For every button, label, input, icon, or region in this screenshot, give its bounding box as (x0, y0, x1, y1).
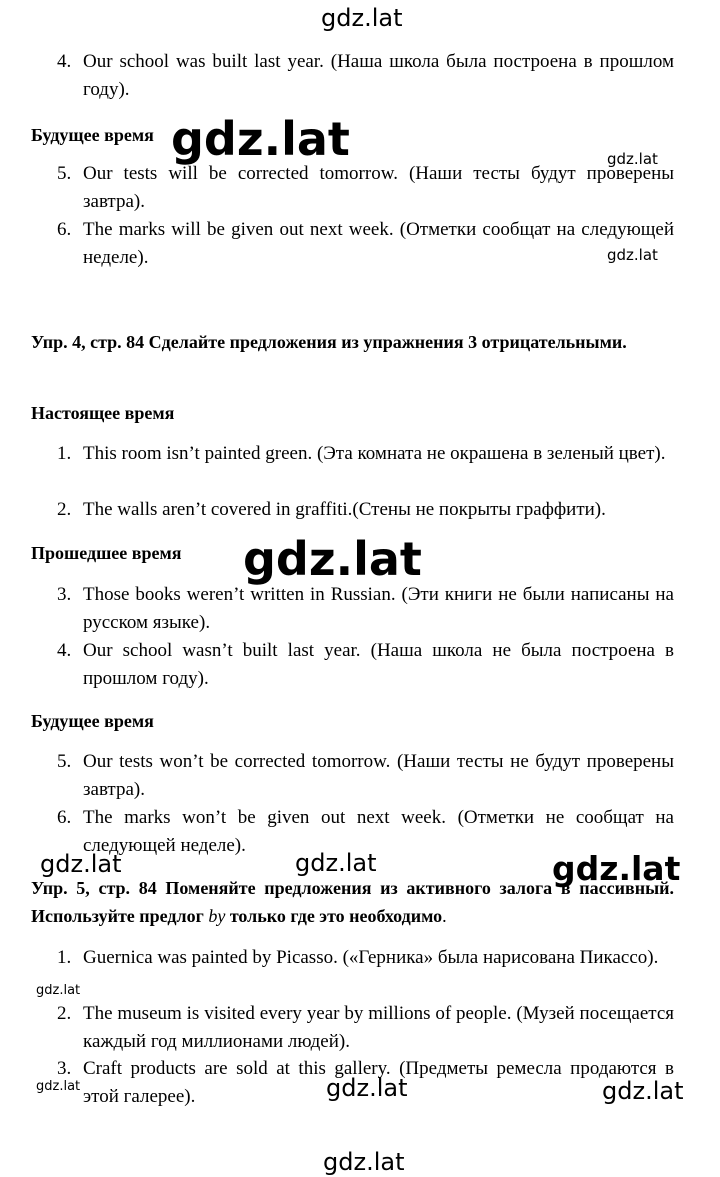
item-text: Our school was built last year. (Наша школа была построена в прошлом году). (83, 51, 674, 100)
watermark-bottom-right: gdz.lat (602, 1077, 684, 1105)
item-text: This room isn’t painted green. (Эта комната не окрашена в зеленый цвет). (83, 443, 666, 464)
section-heading-future: Будущее время (31, 125, 154, 145)
item-text: Our tests won’t be corrected tomorrow. (Наши тесты не будут проверены завтра). (83, 751, 674, 800)
item-number: 4. (57, 51, 72, 72)
list-item (57, 581, 674, 637)
item-text: Those books weren’t written in Russian. (Эти книги не были написаны на русском языке). (83, 584, 674, 633)
item-number: 5. (57, 751, 72, 772)
exercise-5-title-italic: by (208, 906, 226, 926)
list-item (57, 1055, 674, 1111)
list-item (57, 440, 674, 468)
item-text: Our school wasn’t built last year. (Наша школа не была построена в прошлом году). (83, 640, 674, 689)
watermark-footer: gdz.lat (323, 1148, 405, 1176)
item-text: The walls aren’t covered in graffiti.(Стены не покрыты граффити). (83, 499, 606, 520)
item-number: 2. (57, 1003, 72, 1024)
item-number: 6. (57, 807, 72, 828)
item-number: 3. (57, 584, 72, 605)
item-number: 1. (57, 443, 72, 464)
watermark-right-mid: gdz.lat (552, 849, 681, 888)
watermark-center-mid: gdz.lat (295, 849, 377, 877)
item-text: Craft products are sold at this gallery. (Предметы ремесла продаются в этой галерее). (83, 1058, 674, 1107)
item-text: The marks will be given out next week. (Отметки сообщат на следующей неделе). (83, 219, 674, 268)
watermark-small-2: gdz.lat (607, 246, 658, 264)
exercise-5-title (31, 874, 674, 930)
exercise-5-title-end: только где это необходимо (225, 906, 443, 926)
item-text: The museum is visited every year by millions of people. (Музей посещается каждый год миллионами людей). (83, 1003, 674, 1052)
exercise-4-title: Упр. 4, стр. 84 Сделайте предложения из упражнения 3 отрицательными. (31, 332, 627, 352)
section-heading-present: Настоящее время (31, 403, 175, 423)
item-number: 6. (57, 219, 72, 240)
list-item (57, 804, 674, 860)
item-number: 3. (57, 1058, 72, 1079)
item-text: The marks won’t be given out next week. (Отметки не сообщат на следующей неделе). (83, 807, 674, 856)
exercise-5-title-period: . (442, 906, 447, 926)
item-number: 1. (57, 947, 72, 968)
item-number: 5. (57, 163, 72, 184)
list-item (57, 216, 674, 272)
section-heading-future-2: Будущее время (31, 711, 154, 731)
list-item (57, 48, 674, 104)
watermark-bottom-center: gdz.lat (326, 1074, 408, 1102)
list-item (57, 748, 674, 804)
watermark-small-1: gdz.lat (607, 150, 658, 168)
list-item (57, 944, 674, 972)
item-text: Our tests will be corrected tomorrow. (Наши тесты будут проверены завтра). (83, 163, 674, 212)
item-number: 4. (57, 640, 72, 661)
list-item (57, 160, 674, 216)
watermark-left-small-2: gdz.lat (36, 1079, 81, 1094)
watermark-large-1: gdz.lat (171, 112, 350, 166)
item-text: Guernica was painted by Picasso. («Герника» была нарисована Пикассо). (83, 947, 659, 968)
section-heading-past: Прошедшее время (31, 543, 182, 563)
watermark-large-2: gdz.lat (243, 532, 422, 586)
list-item (57, 637, 674, 693)
list-item (57, 496, 674, 524)
watermark-left-small-1: gdz.lat (36, 983, 81, 998)
list-item (57, 1000, 674, 1056)
watermark-left-mid: gdz.lat (40, 850, 122, 878)
exercise-5-title-main: Упр. 5, стр. 84 Поменяйте предложения из активного залога в пассивный. Используйте предлог (31, 878, 674, 926)
watermark-top: gdz.lat (321, 4, 403, 32)
item-number: 2. (57, 499, 72, 520)
